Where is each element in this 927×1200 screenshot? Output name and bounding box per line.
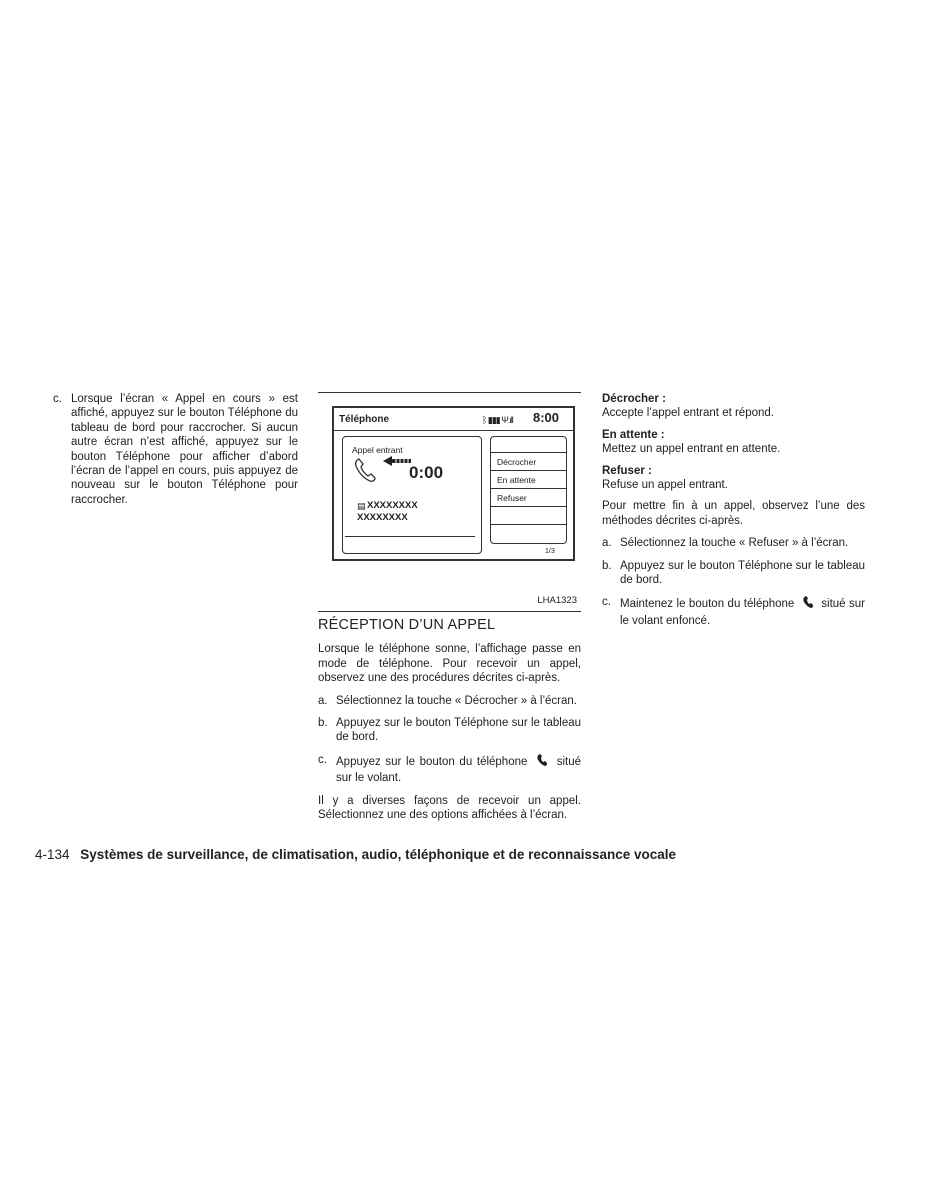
end-call-intro: Pour mettre fin à un appel, observez l’une des méthodes décrites ci-après. xyxy=(602,500,865,527)
panel-divider xyxy=(345,536,475,537)
decline-button[interactable]: Refuser xyxy=(491,489,566,507)
list-text-after: situé sur le volant. xyxy=(336,756,582,785)
call-options-panel xyxy=(490,436,567,544)
list-text: Lorsque l’écran « Appel en cours » est affiché, appuyez sur le bouton Téléphone du tableau de bord pour raccrocher. Si aucun autre écran n’est affiché, appuyez sur le bouton Téléphone pour afficher d’abord l’écran de l’appel en cours, puis appuyez de nouveau sur le bouton Téléphone pour raccrocher. xyxy=(71,393,298,506)
list-label: b. xyxy=(318,717,328,730)
list-text xyxy=(336,753,581,786)
list-item-a xyxy=(602,536,865,550)
phone-button-icon xyxy=(802,595,814,613)
chapter-title: Systèmes de surveillance, de climatisation, audio, téléphonique et de reconnaissance vocale xyxy=(80,847,677,862)
list-text xyxy=(620,595,865,628)
list-item-b xyxy=(602,559,865,588)
term-answer: Décrocher : xyxy=(602,393,666,405)
phone-button-icon xyxy=(536,753,548,771)
list-item-b xyxy=(318,716,581,745)
list-label: c. xyxy=(602,596,611,609)
list-text-before: Appuyez sur le bouton du téléphone xyxy=(336,756,528,769)
list-label: b. xyxy=(602,559,612,572)
left-column xyxy=(53,392,298,515)
list-item-a xyxy=(318,694,581,708)
call-timer: 0:00 xyxy=(409,463,444,482)
list-label: a. xyxy=(602,537,612,550)
caller-number: XXXXXXXX xyxy=(357,512,408,523)
list-text: Sélectionnez la touche « Décrocher » à l’écran. xyxy=(336,694,578,707)
page-footer xyxy=(35,848,676,862)
caller-name: XXXXXXXX xyxy=(367,500,418,511)
answer-button[interactable]: Décrocher xyxy=(491,453,566,471)
hold-button[interactable]: En attente xyxy=(491,471,566,489)
title-divider xyxy=(334,430,573,431)
contact-card-icon: ▤ xyxy=(357,501,366,511)
phone-screen-figure xyxy=(318,392,581,612)
list-item-c xyxy=(602,595,865,628)
list-text-before: Maintenez le bouton du téléphone xyxy=(620,598,795,611)
page-indicator: 1/3 xyxy=(545,548,555,555)
list-text: Sélectionnez la touche « Refuser » à l’écran. xyxy=(620,537,849,550)
list-label: a. xyxy=(318,694,328,707)
definition-hold: Mettez un appel entrant en attente. xyxy=(602,443,781,456)
outro-paragraph: Il y a diverses façons de recevoir un appel. Sélectionnez une des options affichées à l’écran. xyxy=(318,794,581,822)
incoming-call-label: Appel entrant xyxy=(352,445,403,455)
list-label: c. xyxy=(53,393,62,405)
option-blank xyxy=(491,525,566,543)
intro-paragraph: Lorsque le téléphone sonne, l’affichage passe en mode de téléphone. Pour recevoir un appel, observez une des procédures décrites ci-après. xyxy=(318,643,581,685)
middle-column xyxy=(318,392,581,830)
list-item-c xyxy=(53,392,298,507)
handset-icon xyxy=(353,457,377,487)
list-text-after: situé sur le volant enfoncé. xyxy=(620,598,866,627)
status-icons: ᛒ ▮▮▮ Ψ.ıll xyxy=(482,415,513,425)
clock: 8:00 xyxy=(533,410,560,425)
right-column xyxy=(602,392,865,636)
figure-code: LHA1323 xyxy=(537,594,577,606)
page-number: 4-134 xyxy=(35,847,70,862)
list-text: Appuyez sur le bouton Téléphone sur le tableau de bord. xyxy=(620,559,865,587)
option-blank xyxy=(491,507,566,525)
list-text: Appuyez sur le bouton Téléphone sur le tableau de bord. xyxy=(336,717,581,744)
term-decline: Refuser : xyxy=(602,464,652,477)
screen-title: Téléphone xyxy=(339,414,390,425)
list-label: c. xyxy=(318,753,327,766)
section-heading: RÉCEPTION D’UN APPEL xyxy=(318,617,496,633)
option-blank xyxy=(491,437,566,453)
phone-screen xyxy=(332,406,575,561)
list-item-c xyxy=(318,753,581,786)
term-hold: En attente : xyxy=(602,428,665,441)
definition-answer: Accepte l’appel entrant et répond. xyxy=(602,407,774,420)
definition-decline: Refuse un appel entrant. xyxy=(602,479,728,492)
incoming-call-panel xyxy=(342,436,482,554)
